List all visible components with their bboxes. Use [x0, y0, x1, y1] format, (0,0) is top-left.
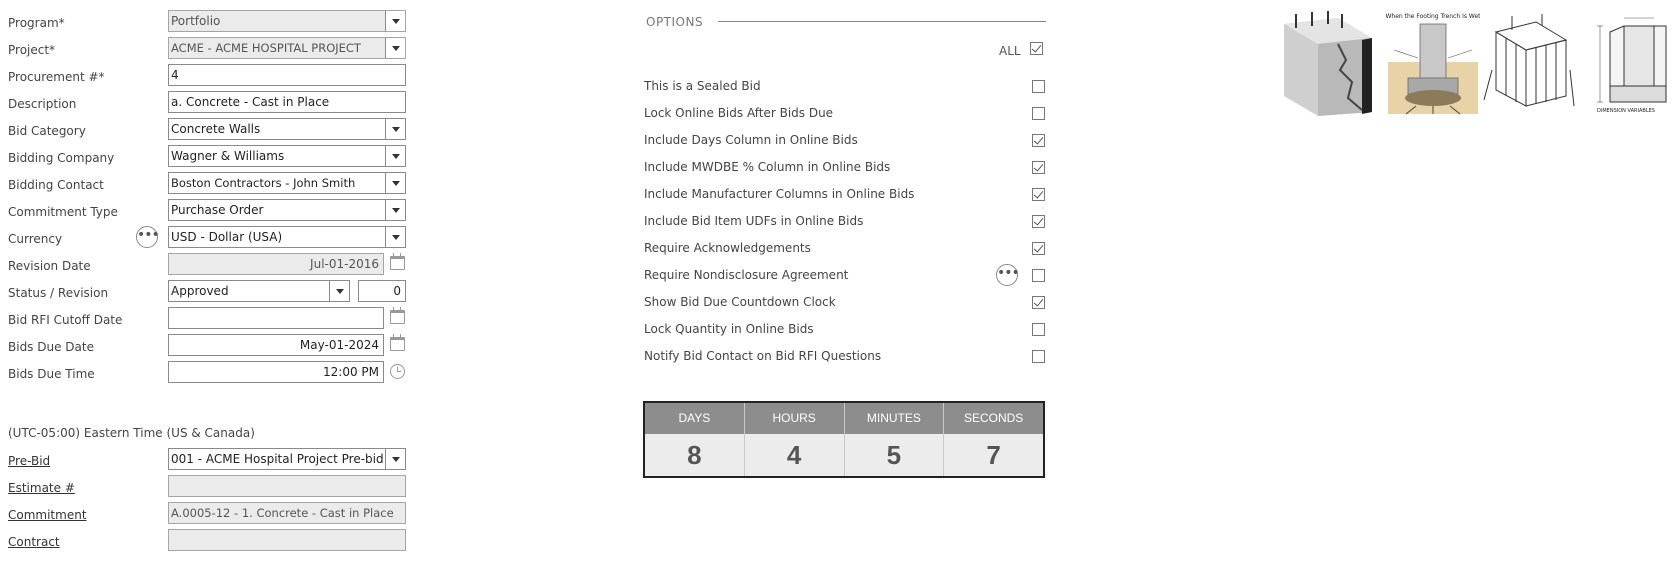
- footing-trench-image[interactable]: [1386, 10, 1480, 116]
- contract-input[interactable]: [168, 529, 406, 551]
- project-row: [0, 37, 420, 64]
- pre-bid-row: [0, 448, 420, 475]
- footing-caption: When the Footing Trench Is Wet: [1386, 13, 1480, 20]
- option-checkbox[interactable]: [1032, 215, 1045, 228]
- options-title: OPTIONS: [646, 15, 704, 29]
- pre-bid-value: 001 - ACME Hospital Project Pre-bid: [171, 452, 384, 466]
- program-value: Portfolio: [171, 14, 221, 28]
- option-row: [642, 343, 1062, 367]
- procurement-label: Procurement #*: [8, 70, 105, 84]
- commitment-value: A.0005-12 - 1. Concrete - Cast in Place: [171, 506, 394, 520]
- bid-category-row: [0, 118, 420, 145]
- option-row: [642, 181, 1062, 205]
- chevron-down-icon[interactable]: [385, 119, 405, 139]
- option-label: Include MWDBE % Column in Online Bids: [644, 160, 891, 174]
- option-label: Require Acknowledgements: [644, 241, 811, 255]
- description-label: Description: [8, 97, 77, 111]
- calendar-icon[interactable]: [390, 256, 405, 270]
- option-row: [642, 154, 1062, 178]
- description-row: [0, 91, 420, 118]
- countdown-minutes-value: 5: [845, 434, 944, 476]
- bids-due-time-input[interactable]: [168, 361, 384, 383]
- bids-due-time-label: Bids Due Time: [8, 367, 95, 381]
- option-row: [642, 289, 1062, 313]
- option-row: [642, 208, 1062, 232]
- formwork-image[interactable]: [1482, 10, 1576, 116]
- program-label: Program*: [8, 16, 65, 30]
- revision-date-value: Jul-01-2016: [310, 257, 379, 271]
- bidding-company-row: [0, 145, 420, 172]
- option-checkbox[interactable]: [1032, 161, 1045, 174]
- all-checkbox[interactable]: [1030, 42, 1043, 55]
- currency-label: Currency: [8, 232, 63, 246]
- option-row: [642, 316, 1062, 340]
- project-label: Project*: [8, 43, 56, 57]
- chevron-down-icon[interactable]: [329, 281, 349, 301]
- bids-due-time-value: 12:00 PM: [323, 365, 379, 379]
- countdown-seconds-label: SECONDS: [944, 403, 1043, 434]
- timezone-text: (UTC-05:00) Eastern Time (US & Canada): [8, 426, 255, 440]
- bid-form: [0, 0, 420, 562]
- bidding-contact-select[interactable]: [168, 172, 406, 194]
- chevron-down-icon[interactable]: [385, 146, 405, 166]
- option-checkbox[interactable]: [1032, 107, 1045, 120]
- commitment-type-label: Commitment Type: [8, 205, 118, 219]
- option-checkbox[interactable]: [1032, 134, 1045, 147]
- nda-more-icon[interactable]: •••: [996, 264, 1018, 286]
- countdown-minutes-label: MINUTES: [845, 403, 944, 434]
- calendar-icon[interactable]: [390, 337, 405, 351]
- bidding-company-value: Wagner & Williams: [171, 149, 285, 163]
- bid-category-select[interactable]: [168, 118, 406, 140]
- revision-date-input[interactable]: [168, 253, 384, 275]
- procurement-row: [0, 64, 420, 91]
- procurement-value: 4: [171, 68, 179, 82]
- bids-due-time-row: [0, 361, 420, 388]
- option-label: Lock Online Bids After Bids Due: [644, 106, 834, 120]
- estimate-link[interactable]: Estimate #: [8, 481, 75, 495]
- revision-date-row: [0, 253, 420, 280]
- program-select[interactable]: [168, 10, 406, 32]
- status-select[interactable]: [168, 280, 350, 302]
- pre-bid-select[interactable]: [168, 448, 406, 470]
- option-label: Include Days Column in Online Bids: [644, 133, 858, 147]
- estimate-row: [0, 475, 420, 502]
- countdown-seconds-value: 7: [944, 434, 1043, 476]
- option-checkbox[interactable]: [1032, 80, 1045, 93]
- status-value: Approved: [171, 284, 229, 298]
- description-value: a. Concrete - Cast in Place: [171, 95, 330, 109]
- pre-bid-link[interactable]: Pre-Bid: [8, 454, 51, 468]
- concrete-wall-image[interactable]: [1282, 10, 1376, 116]
- bid-category-label: Bid Category: [8, 124, 86, 138]
- chevron-down-icon[interactable]: [385, 38, 405, 58]
- countdown-hours: [745, 403, 845, 476]
- countdown-minutes: [845, 403, 945, 476]
- all-label: ALL: [999, 44, 1021, 58]
- revision-date-label: Revision Date: [8, 259, 91, 273]
- chevron-down-icon[interactable]: [385, 227, 405, 247]
- countdown-days: [645, 403, 745, 476]
- bidding-contact-row: [0, 172, 420, 199]
- chevron-down-icon[interactable]: [385, 173, 405, 193]
- bid-rfi-cutoff-label: Bid RFI Cutoff Date: [8, 313, 123, 327]
- currency-select[interactable]: [168, 226, 406, 248]
- revision-value: 0: [393, 284, 401, 298]
- bid-countdown-clock: [643, 401, 1045, 478]
- bids-due-date-value: May-01-2024: [299, 338, 379, 352]
- option-checkbox[interactable]: [1032, 323, 1045, 336]
- bidding-company-label: Bidding Company: [8, 151, 115, 165]
- option-label: Lock Quantity in Online Bids: [644, 322, 814, 336]
- dimension-caption: DIMENSION VARIABLES: [1597, 108, 1655, 114]
- option-checkbox[interactable]: [1032, 188, 1045, 201]
- calendar-icon[interactable]: [390, 310, 405, 324]
- countdown-hours-value: 4: [745, 434, 844, 476]
- countdown-days-value: 8: [645, 434, 744, 476]
- bid-rfi-cutoff-row: [0, 307, 420, 334]
- chevron-down-icon[interactable]: [385, 449, 405, 469]
- dimension-variables-image[interactable]: [1580, 10, 1672, 116]
- bids-due-date-input[interactable]: [168, 334, 384, 356]
- option-row: [642, 127, 1062, 151]
- bids-due-date-row: [0, 334, 420, 361]
- option-row: [642, 235, 1062, 259]
- currency-more-icon[interactable]: •••: [136, 226, 158, 248]
- option-label: Require Nondisclosure Agreement: [644, 268, 849, 282]
- project-value: ACME - ACME HOSPITAL PROJECT: [171, 41, 361, 55]
- estimate-input[interactable]: [168, 475, 406, 497]
- commitment-type-select[interactable]: [168, 199, 406, 221]
- status-revision-row: [0, 280, 420, 307]
- bidding-contact-value: Boston Contractors - John Smith: [171, 176, 356, 190]
- option-label: Notify Bid Contact on Bid RFI Questions: [644, 349, 882, 363]
- contract-row: [0, 529, 420, 556]
- option-row: [642, 100, 1062, 124]
- chevron-down-icon[interactable]: [385, 200, 405, 220]
- procurement-input[interactable]: [168, 64, 406, 86]
- commitment-type-row: [0, 199, 420, 226]
- option-row: [642, 262, 1062, 286]
- bidding-company-select[interactable]: [168, 145, 406, 167]
- bid-category-value: Concrete Walls: [171, 122, 261, 136]
- project-select[interactable]: [168, 37, 406, 59]
- commitment-row: [0, 502, 420, 529]
- commitment-link[interactable]: Commitment: [8, 508, 87, 522]
- bid-rfi-cutoff-input[interactable]: [168, 307, 384, 329]
- chevron-down-icon[interactable]: [385, 11, 405, 31]
- option-checkbox[interactable]: [1032, 296, 1045, 309]
- option-checkbox[interactable]: [1032, 350, 1045, 363]
- countdown-days-label: DAYS: [645, 403, 744, 434]
- bids-due-date-label: Bids Due Date: [8, 340, 94, 354]
- contract-link[interactable]: Contract: [8, 535, 60, 549]
- commitment-type-value: Purchase Order: [171, 203, 264, 217]
- status-revision-label: Status / Revision: [8, 286, 109, 300]
- countdown-seconds: [944, 403, 1043, 476]
- countdown-hours-label: HOURS: [745, 403, 844, 434]
- option-label: This is a Sealed Bid: [644, 79, 761, 93]
- currency-value: USD - Dollar (USA): [171, 230, 283, 244]
- option-checkbox[interactable]: [1032, 269, 1045, 282]
- revision-input[interactable]: [358, 280, 406, 302]
- option-row: [642, 73, 1062, 97]
- option-checkbox[interactable]: [1032, 242, 1045, 255]
- option-label: Show Bid Due Countdown Clock: [644, 295, 836, 309]
- option-label: Include Bid Item UDFs in Online Bids: [644, 214, 864, 228]
- program-row: [0, 10, 420, 37]
- commitment-input[interactable]: [168, 502, 406, 524]
- clock-icon[interactable]: [390, 364, 405, 379]
- options-divider: [718, 21, 1046, 22]
- description-input[interactable]: [168, 91, 406, 113]
- bidding-contact-label: Bidding Contact: [8, 178, 104, 192]
- currency-row: [0, 226, 420, 253]
- option-label: Include Manufacturer Columns in Online Bids: [644, 187, 915, 201]
